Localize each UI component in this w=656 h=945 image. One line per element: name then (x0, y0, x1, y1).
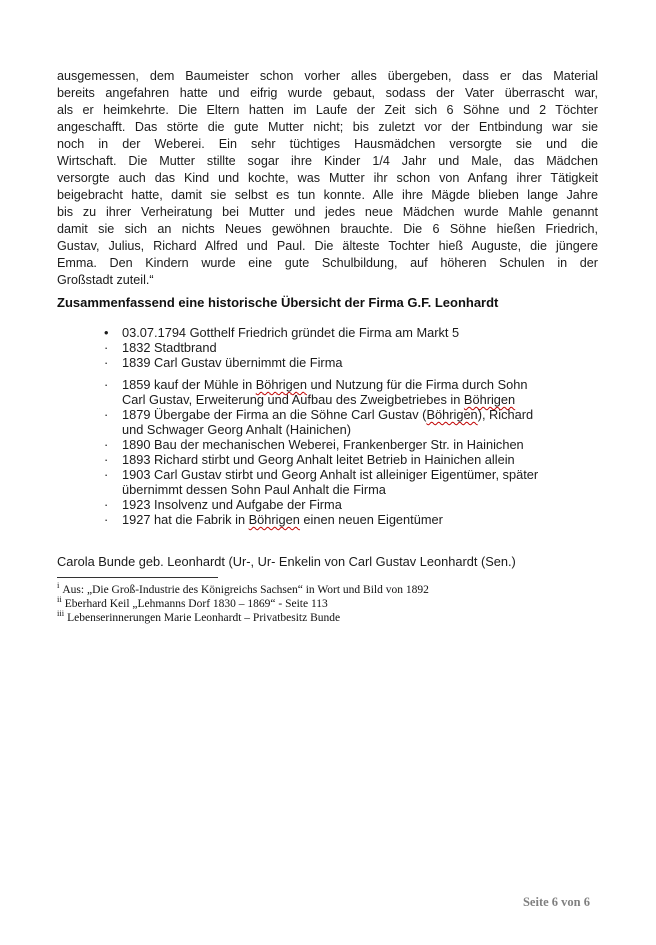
timeline-item (57, 497, 598, 512)
timeline-item-text (122, 512, 598, 527)
bullet-icon: · (104, 340, 109, 355)
timeline-item (57, 325, 598, 340)
text-segment: 1893 Richard stirbt und Georg Anhalt leitet Betrieb in Hainichen allein (122, 452, 515, 467)
text-segment: 1903 Carl Gustav stirbt und Georg Anhalt ist alleiniger Eigentümer, später (122, 467, 539, 482)
text-segment: und Nutzung für die Firma durch Sohn (306, 377, 528, 392)
paragraph-line: versorgte auch das Kind und kochte, was Mutter ihr schon von Anfang ihrer Tätigkeit (57, 171, 598, 185)
timeline-item-text (122, 437, 598, 452)
footnote (57, 580, 598, 597)
spellcheck-underline: Böhrigen (463, 392, 516, 407)
footnote-marker: iii (57, 608, 65, 619)
text-segment: 1859 kauf der Mühle in (122, 377, 256, 392)
text-segment: 1832 Stadtbrand (122, 340, 217, 355)
paragraph-line: als er heimkehrte. Die Eltern hatten im Laufe der Zeit sich 6 Söhne und 2 Töchter (57, 103, 598, 117)
text-segment: 03.07.1794 Gotthelf Friedrich gründet die Firma am Markt 5 (122, 325, 460, 340)
paragraph-line: bis zu ihrer Verheiratung bei Mutter und jedes neue Mädchen wurde Mahle genannt (57, 205, 598, 219)
timeline-item-text (122, 407, 598, 437)
paragraph-line: noch in der Weberei. Ein sehr tüchtiges Hausmädchen versorgte sie und die (57, 137, 598, 151)
paragraph-line: Emma. Den Kindern wurde eine gute Schulbildung, auf höheren Schulen in der (57, 256, 598, 270)
paragraph-line: Gustav, Julius, Richard Alfred und Paul. Die älteste Tochter hieß Auguste, die jüngere (57, 239, 598, 253)
timeline-item (57, 512, 598, 527)
footnote (57, 594, 598, 611)
footnote-marker: ii (57, 594, 62, 605)
section-heading: Zusammenfassend eine historische Übersicht der Firma G.F. Leonhardt (57, 295, 499, 310)
text-segment: ), Richard (477, 407, 534, 422)
timeline-item (57, 467, 598, 497)
text-segment: 1839 Carl Gustav übernimmt die Firma (122, 355, 343, 370)
timeline-item-text (122, 325, 598, 340)
timeline-item-text (122, 467, 598, 497)
spellcheck-underline: Böhrigen (426, 407, 478, 422)
timeline-item (57, 340, 598, 355)
paragraph-line: beigebracht hatte, damit sie selbst es tun konnte. Alle ihre Mägde blieben lange Jahre (57, 188, 598, 202)
text-segment: 1890 Bau der mechanischen Weberei, Frankenberger Str. in Hainichen (122, 437, 524, 452)
footnotes (57, 580, 598, 625)
timeline-list (57, 325, 598, 527)
footnote-text: Lebenserinnerungen Marie Leonhardt – Privatbesitz Bunde (67, 612, 341, 624)
bullet-icon: · (104, 512, 109, 527)
text-segment: 1927 hat die Fabrik in (122, 512, 249, 527)
timeline-item-text (122, 497, 598, 512)
timeline-item-text (122, 340, 598, 355)
bullet-icon: · (104, 355, 109, 370)
timeline-item (57, 377, 598, 407)
paragraph-line: angeschafft. Das störte die gute Mutter nicht; bis zuletzt vor der Entbindung war sie (57, 120, 598, 134)
text-segment: 1879 Übergabe der Firma an die Söhne Carl Gustav ( (122, 407, 427, 422)
bullet-icon: · (104, 437, 109, 452)
footnote (57, 608, 598, 625)
text-segment: Carl Gustav, Erweiterung und Aufbau des Zweigbetriebes in (122, 392, 464, 407)
timeline-item-text (122, 377, 598, 407)
bullet-icon: · (104, 377, 109, 392)
paragraph-line: bereits angefahren hatte und eifrig wurde gebaut, sodass der Vater überrascht war, (57, 86, 598, 100)
timeline-item (57, 452, 598, 467)
page-number: Seite 6 von 6 (522, 895, 590, 909)
timeline-item (57, 407, 598, 437)
body-paragraph (57, 68, 598, 289)
timeline-item (57, 355, 598, 370)
paragraph-line: ausgemessen, dem Baumeister schon vorher alles übergeben, dass er das Material (57, 69, 598, 83)
bullet-icon: · (104, 467, 109, 482)
bullet-icon: · (104, 452, 109, 467)
spellcheck-underline: Böhrigen (255, 377, 307, 392)
timeline-item-text (122, 355, 598, 370)
paragraph-line: damit sie sich an nichts Neues gewöhnen brauchte. Die 6 Söhne hießen Friedrich, (57, 222, 598, 236)
footnote-text: Aus: „Die Groß-Industrie des Königreichs Sachsen“ in Wort und Bild von 1892 (62, 584, 429, 596)
bullet-icon: · (104, 407, 109, 422)
closing-line: Carola Bunde geb. Leonhardt (Ur-, Ur- Enkelin von Carl Gustav Leonhardt (Sen.) (57, 554, 516, 569)
text-segment: 1923 Insolvenz und Aufgabe der Firma (122, 497, 342, 512)
footnote-separator (57, 577, 218, 578)
spellcheck-underline: Böhrigen (248, 512, 300, 527)
bullet-icon: · (104, 497, 109, 512)
paragraph-line: Großstadt zuteil.“ (57, 273, 154, 287)
footnote-marker: i (57, 580, 60, 591)
footnote-text: Eberhard Keil „Lehmanns Dorf 1830 – 1869“ - Seite 113 (64, 598, 328, 610)
timeline-item-text (122, 452, 598, 467)
bullet-icon: • (104, 325, 109, 340)
paragraph-line: Wirtschaft. Die Mutter stillte sogar ihre Kinder 1/4 Jahr und Male, das Mädchen (57, 154, 598, 168)
timeline-item (57, 437, 598, 452)
text-segment: übernimmt dessen Sohn Paul Anhalt die Firma (122, 482, 386, 497)
text-segment: einen neuen Eigentümer (299, 512, 443, 527)
text-segment: und Schwager Georg Anhalt (Hainichen) (122, 422, 352, 437)
